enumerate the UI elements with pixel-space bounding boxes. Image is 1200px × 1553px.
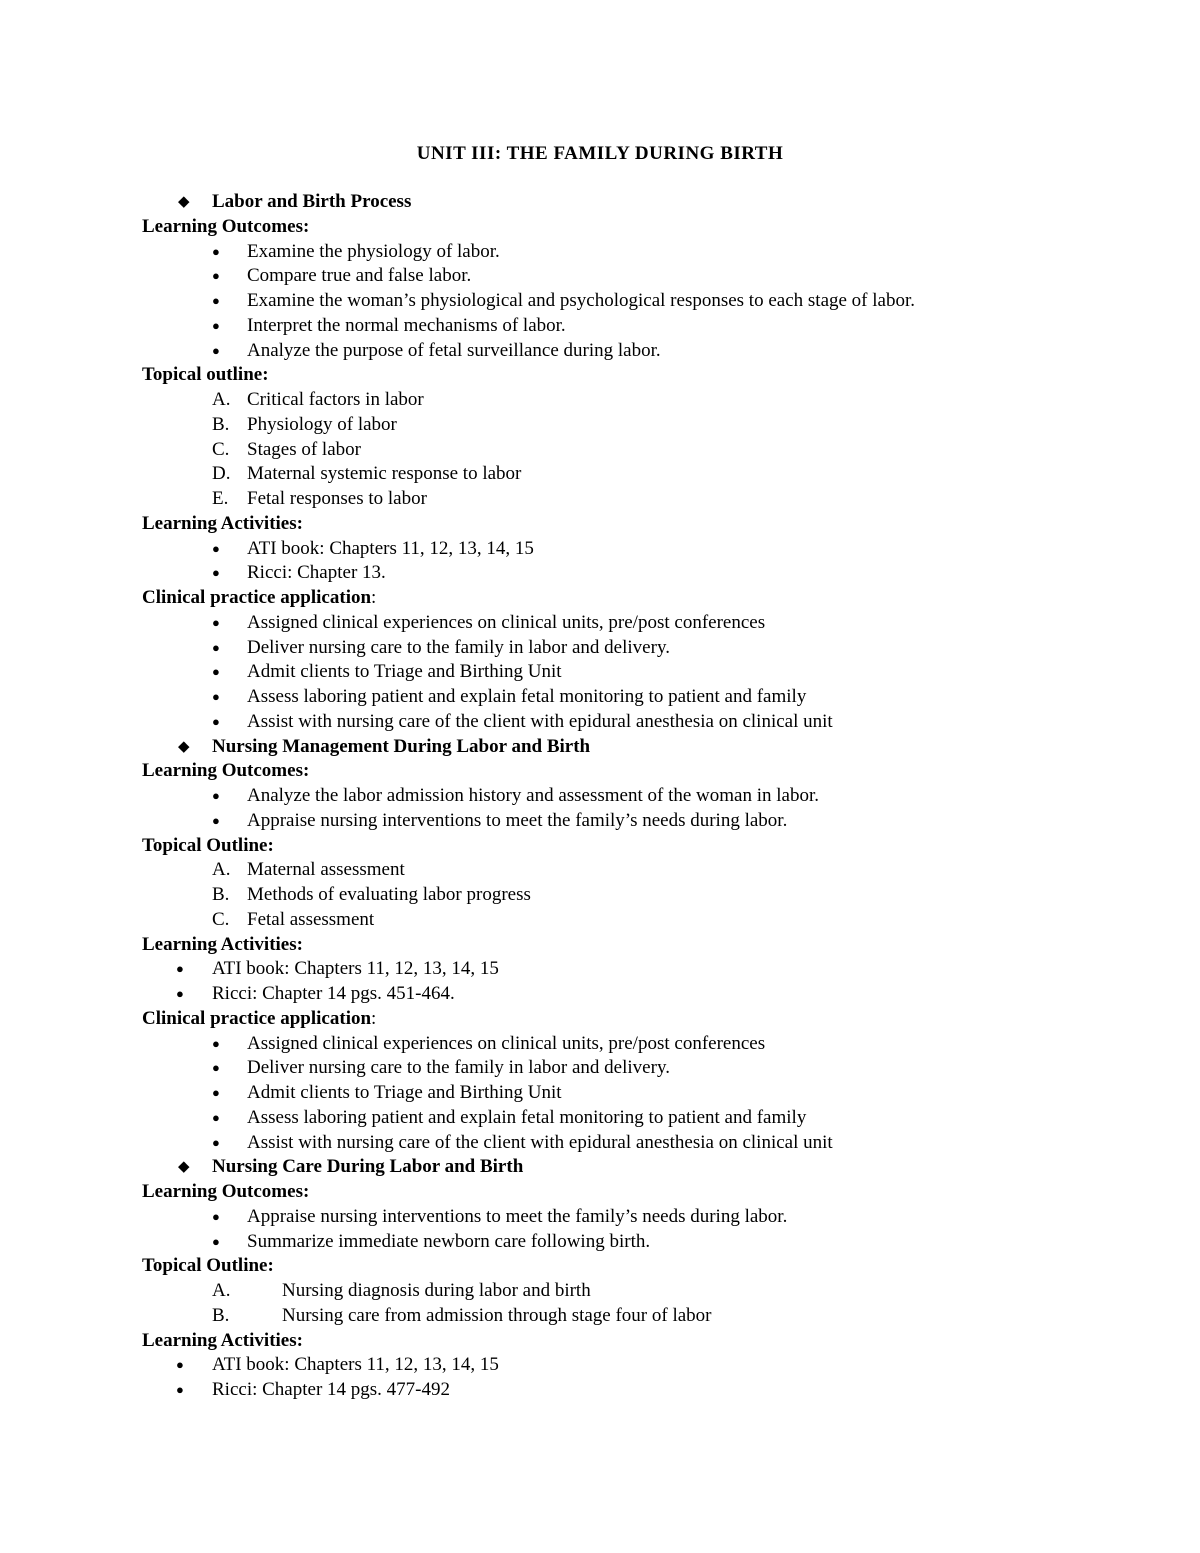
list-item: ● Summarize immediate newborn care following birth.	[0, 1230, 1200, 1255]
outline-item: D. Maternal systemic response to labor	[212, 463, 522, 485]
outline-item: B. Nursing care from admission through stage four of labor	[212, 1304, 712, 1326]
list-item: ● Admit clients to Triage and Birthing Unit	[0, 1081, 1200, 1106]
learning-outcomes-label: Learning Outcomes:	[142, 760, 310, 782]
clinical-practice-label: Clinical practice application:	[142, 587, 377, 608]
learning-outcomes-label: Learning Outcomes:	[142, 1181, 310, 1202]
bullet-icon: ●	[212, 639, 220, 655]
bullet-icon: ●	[176, 986, 184, 1001]
list-item: ● Assigned clinical experiences on clinical units, pre/post conferences	[0, 611, 1200, 636]
page-title: UNIT III: THE FAMILY DURING BIRTH	[416, 143, 784, 164]
clinical-practice-label: Clinical practice application:	[142, 1007, 377, 1029]
outline-item: B. Physiology of labor	[212, 413, 397, 435]
list-item: ● Compare true and false labor.	[0, 264, 1200, 289]
bullet-icon: ●	[212, 1035, 220, 1051]
bullet-icon: ●	[212, 1109, 220, 1125]
list-item: ● Assigned clinical experiences on clinical units, pre/post conferences	[0, 1032, 1200, 1057]
list-item: ● Admit clients to Triage and Birthing Unit	[0, 660, 1200, 685]
topical-outline-label: Topical outline:	[142, 364, 269, 386]
bullet-icon: ●	[212, 540, 220, 556]
outline-item: A. Critical factors in labor	[212, 389, 424, 410]
list-item: ● Assess laboring patient and explain fetal monitoring to patient and family	[0, 1106, 1200, 1131]
learning-activities-label: Learning Activities:	[142, 512, 303, 534]
section-heading: ◆ Labor and Birth Process	[0, 190, 1200, 215]
topical-outline-label: Topical Outline:	[142, 834, 274, 856]
list-item: ● Analyze the purpose of fetal surveillance during labor.	[0, 339, 1200, 364]
bullet-icon: ●	[212, 812, 220, 828]
list-item: ● Appraise nursing interventions to meet the family’s needs during labor.	[0, 1205, 1200, 1230]
list-item: ● Examine the woman’s physiological and psychological responses to each stage of labor.	[0, 289, 1200, 314]
learning-outcomes-label: Learning Outcomes:	[142, 215, 310, 237]
list-item: ● Assist with nursing care of the client with epidural anesthesia on clinical unit	[0, 1131, 1200, 1156]
list-item: ● Appraise nursing interventions to meet the family’s needs during labor.	[0, 809, 1200, 834]
bullet-icon: ●	[212, 342, 220, 358]
bullet-icon: ●	[212, 268, 220, 284]
bullet-icon: ●	[176, 1357, 184, 1373]
bullet-icon: ●	[212, 664, 220, 680]
bullet-icon: ●	[212, 1085, 220, 1100]
list-item: ● Ricci: Chapter 14 pgs. 477-492	[0, 1378, 1200, 1403]
list-item: ● ATI book: Chapters 11, 12, 13, 14, 15	[0, 537, 1200, 562]
bullet-icon: ●	[212, 293, 220, 308]
list-item: ● ATI book: Chapters 11, 12, 13, 14, 15	[0, 957, 1200, 982]
section-heading: ◆ Nursing Care During Labor and Birth	[0, 1155, 1200, 1180]
learning-activities-label: Learning Activities:	[142, 933, 303, 955]
bullet-icon: ●	[212, 1134, 220, 1150]
topical-outline-label: Topical Outline:	[142, 1255, 274, 1277]
section-heading: ◆ Nursing Management During Labor and Birth	[0, 735, 1200, 760]
bullet-icon: ●	[212, 243, 220, 259]
bullet-icon: ●	[212, 1233, 220, 1249]
bullet-icon: ●	[212, 1060, 220, 1076]
outline-item: B. Methods of evaluating labor progress	[212, 884, 531, 905]
bullet-icon: ●	[212, 565, 220, 581]
bullet-icon: ●	[212, 689, 220, 704]
bullet-icon: ●	[212, 317, 220, 333]
document-content	[0, 190, 1200, 1403]
outline-item: A. Maternal assessment	[212, 859, 405, 881]
list-item: ● Analyze the labor admission history and assessment of the woman in labor.	[0, 784, 1200, 809]
bullet-icon: ●	[176, 961, 184, 977]
list-item: ● Deliver nursing care to the family in labor and delivery.	[0, 636, 1200, 661]
outline-item: C. Stages of labor	[212, 438, 361, 460]
outline-item: A. Nursing diagnosis during labor and birth	[212, 1280, 591, 1301]
bullet-icon: ●	[212, 713, 220, 729]
list-item: ● ATI book: Chapters 11, 12, 13, 14, 15	[0, 1353, 1200, 1378]
diamond-bullet-icon: ◆	[178, 194, 190, 210]
bullet-icon: ●	[212, 788, 220, 803]
learning-activities-label: Learning Activities:	[142, 1329, 303, 1351]
outline-item: C. Fetal assessment	[212, 908, 375, 930]
list-item: ● Assess laboring patient and explain fetal monitoring to patient and family	[0, 685, 1200, 710]
diamond-bullet-icon: ◆	[178, 738, 190, 755]
outline-item: E. Fetal responses to labor	[212, 488, 427, 509]
list-item: ● Ricci: Chapter 13.	[0, 561, 1200, 586]
bullet-icon: ●	[176, 1382, 184, 1397]
list-item: ● Interpret the normal mechanisms of labor.	[0, 314, 1200, 339]
bullet-icon: ●	[212, 614, 220, 630]
diamond-bullet-icon: ◆	[178, 1159, 190, 1176]
list-item: ● Deliver nursing care to the family in labor and delivery.	[0, 1056, 1200, 1081]
list-item: ● Ricci: Chapter 14 pgs. 451-464.	[0, 982, 1200, 1007]
list-item: ● Assist with nursing care of the client with epidural anesthesia on clinical unit	[0, 710, 1200, 735]
bullet-icon: ●	[212, 1208, 220, 1224]
list-item: ● Examine the physiology of labor.	[0, 240, 1200, 265]
